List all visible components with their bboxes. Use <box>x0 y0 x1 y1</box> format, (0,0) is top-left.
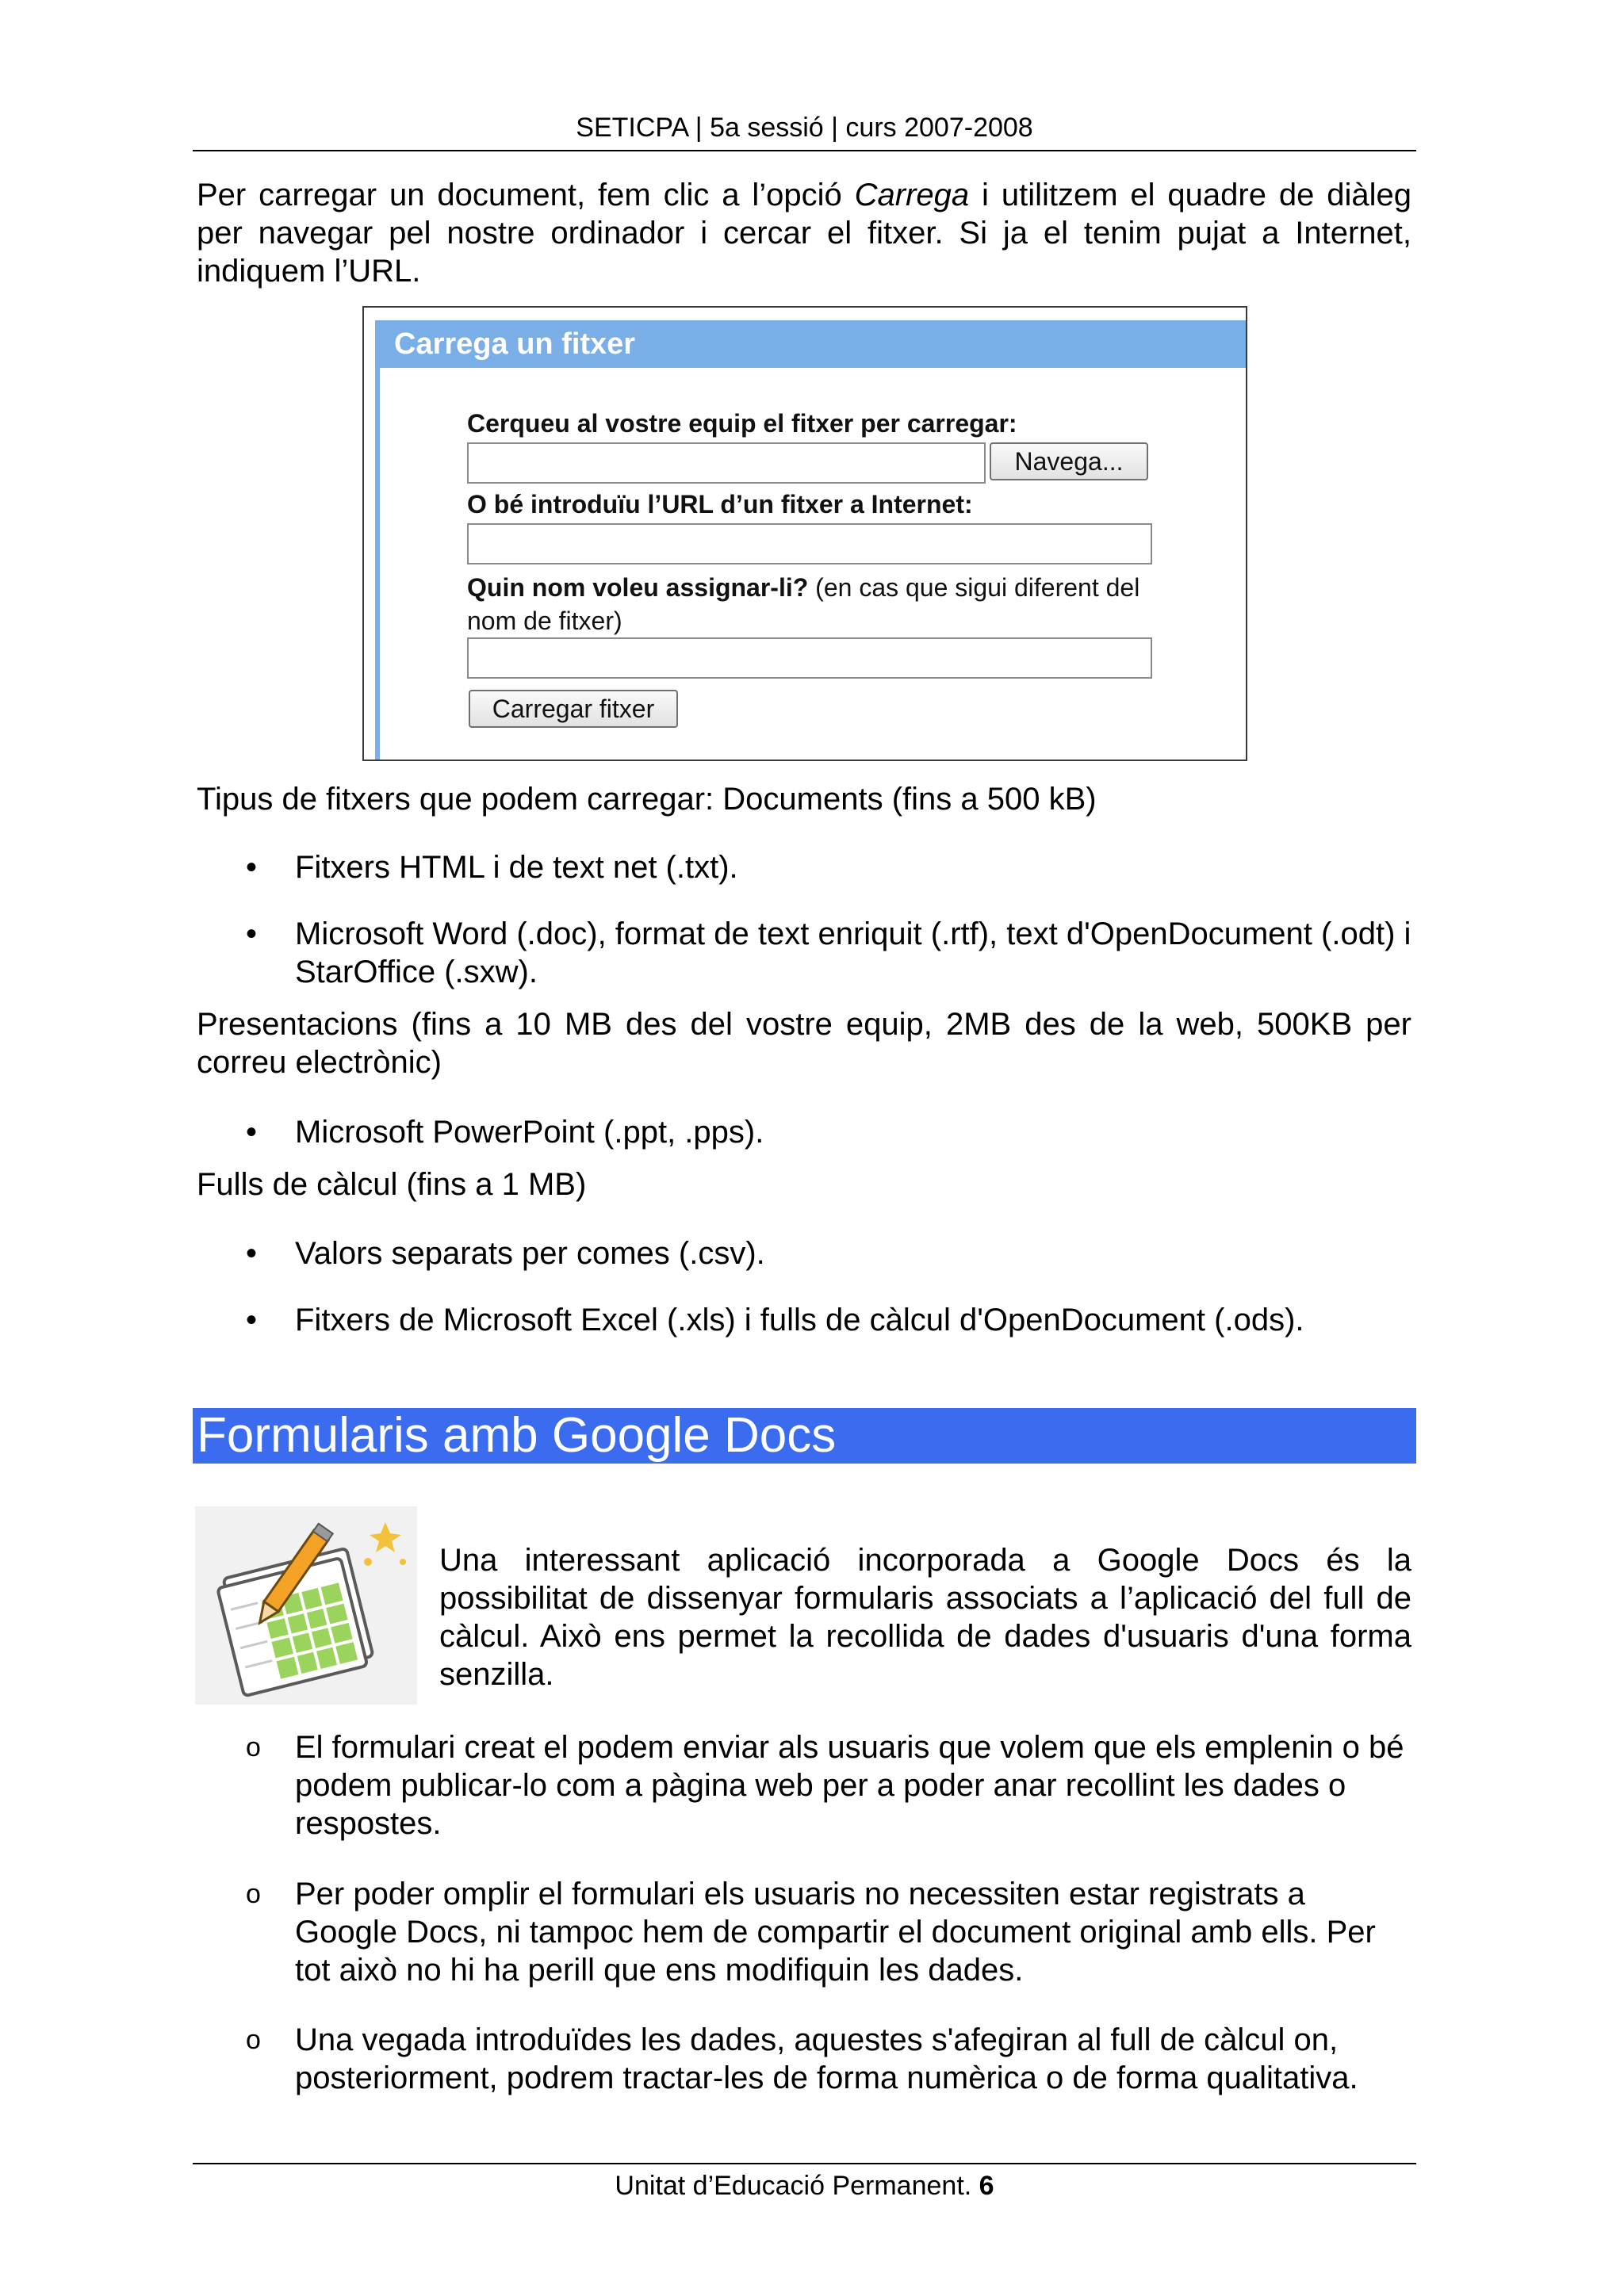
section-intro-paragraph: Una interessant aplicació incorporada a Google Docs és la possibilitat de dissenyar formularis associats a l’aplicació del full de càlcul. Això ens permet la recollida de dades d'usuaris d'una forma senzilla. <box>439 1543 1411 1692</box>
list-item: Valors separats per comes (.csv). <box>295 1236 765 1271</box>
spreadsheet-form-icon <box>195 1506 417 1705</box>
dialog-title: Carrega un fitxer <box>380 320 1246 368</box>
name-label-note: (en cas que sigui diferent del nom de fitxer) <box>467 573 1140 635</box>
name-label-bold: Quin nom voleu assignar-li? <box>467 573 809 602</box>
name-input[interactable] <box>467 637 1152 679</box>
list-item: Una vegada introduïdes les dades, aquestes s'afegiran al full de càlcul on, posteriorment, podrem tractar-les de forma numèrica o de forma qualitativa. <box>295 2022 1358 2095</box>
browse-button[interactable]: Navega... <box>990 442 1148 480</box>
intro-paragraph <box>197 176 1411 290</box>
intro-italic-term: Carrega <box>854 178 970 212</box>
browse-label: Cerqueu al vostre equip el fitxer per carregar: <box>467 409 1017 438</box>
circle-bullet: o <box>246 2025 261 2055</box>
url-input[interactable] <box>467 523 1152 564</box>
dialog-left-border <box>375 320 380 760</box>
intro-text-before: Per carregar un document, fem clic a l’opció <box>197 178 855 212</box>
bullet-dot: • <box>246 850 258 885</box>
list-item: Microsoft Word (.doc), format de text enriquit (.rtf), text d'OpenDocument (.odt) i StarOffice (.sxw). <box>295 916 1411 989</box>
documents-heading: Tipus de fitxers que podem carregar: Documents (fins a 500 kB) <box>197 782 1097 817</box>
list-item: Microsoft PowerPoint (.ppt, .pps). <box>295 1115 764 1150</box>
section-title: Formularis amb Google Docs <box>197 1408 837 1463</box>
bullet-dot: • <box>246 1236 258 1271</box>
presentations-heading: Presentacions (fins a 10 MB des del vostre equip, 2MB des de la web, 500KB per correu electrònic) <box>197 1007 1411 1080</box>
upload-dialog-screenshot <box>362 306 1247 761</box>
bullet-dot: • <box>246 1303 258 1337</box>
list-item: Fitxers HTML i de text net (.txt). <box>295 850 738 885</box>
circle-bullet: o <box>246 1732 261 1762</box>
page-footer <box>193 2171 1416 2202</box>
file-path-input[interactable] <box>467 442 986 484</box>
list-item: Fitxers de Microsoft Excel (.xls) i fulls de càlcul d'OpenDocument (.ods). <box>295 1303 1304 1337</box>
bullet-dot: • <box>246 1115 258 1150</box>
bullet-dot: • <box>246 916 258 951</box>
running-header: SETICPA | 5a sessió | curs 2007-2008 <box>576 113 1033 143</box>
spreadsheets-heading: Fulls de càlcul (fins a 1 MB) <box>197 1167 587 1202</box>
footer-rule <box>193 2163 1416 2164</box>
list-item: Per poder omplir el formulari els usuaris no necessiten estar registrats a Google Docs, ni tampoc hem de compartir el document original amb ells. Per tot això no hi ha perill que ens modifiquin les dades. <box>295 1877 1376 1988</box>
url-label: O bé introduïu l’URL d’un fitxer a Internet: <box>467 490 973 519</box>
page-number: 6 <box>979 2171 994 2201</box>
footer-text: Unitat d’Educació Permanent. <box>615 2171 972 2201</box>
intro-text-after: i utilitzem el quadre de diàleg per navegar pel nostre ordinador i cercar el fitxer. Si ja el tenim pujat a Internet, indiquem l’URL. <box>197 178 1412 289</box>
name-label <box>467 571 1149 637</box>
list-item: El formulari creat el podem enviar als usuaris que volem que els emplenin o bé podem publicar-lo com a pàgina web per a poder anar recollint les dades o respostes. <box>295 1730 1404 1841</box>
upload-file-button[interactable]: Carregar fitxer <box>469 690 678 728</box>
header-rule <box>193 150 1416 151</box>
circle-bullet: o <box>246 1879 261 1909</box>
